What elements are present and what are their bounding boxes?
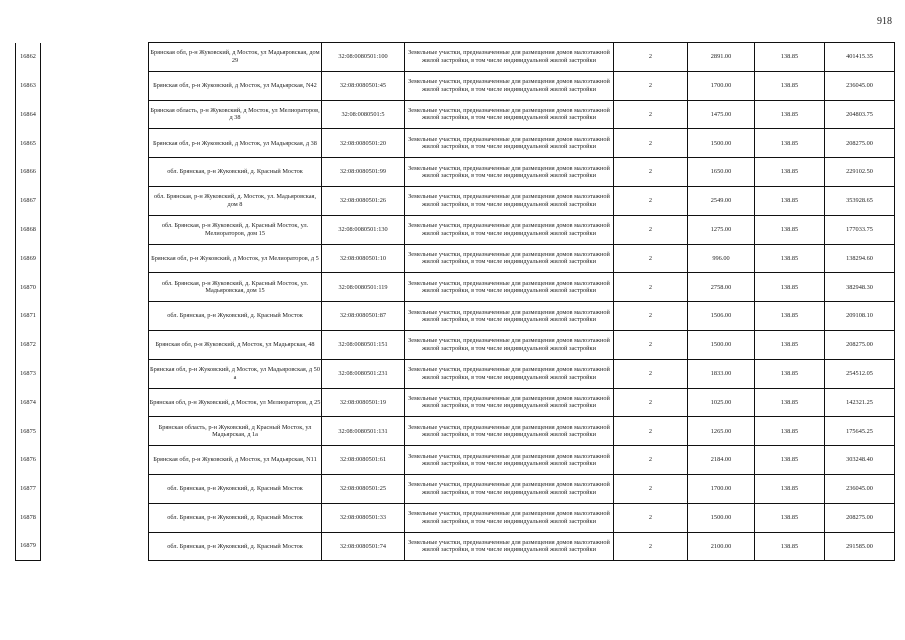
area-cell: 1275.00 <box>688 215 755 244</box>
land-use-cell: Земельные участки, предназначенные для размещения домов малоэтажной жилой застройки, в том числе индивидуальной жилой застройки <box>405 43 614 72</box>
cadastral-number-cell: 32:08:0080501:131 <box>322 417 405 446</box>
table-row <box>16 215 895 244</box>
table-row <box>16 446 895 475</box>
specific-value-cell: 138.85 <box>755 43 825 72</box>
land-use-cell: Земельные участки, предназначенные для размещения домов малоэтажной жилой застройки, в том числе индивидуальной жилой застройки <box>405 532 614 561</box>
table-row <box>16 244 895 273</box>
specific-value-cell: 138.85 <box>755 532 825 561</box>
address-cell: Брянская обл, р-н Жуковский, д Мосток, ул Мадьярская, д 38 <box>149 129 322 158</box>
specific-value-cell: 138.85 <box>755 330 825 359</box>
category-cell: 2 <box>614 359 688 388</box>
area-cell: 2758.00 <box>688 273 755 302</box>
specific-value-cell: 138.85 <box>755 474 825 503</box>
land-plot-registry-table <box>15 42 895 561</box>
blank-gap <box>41 215 149 244</box>
cadastral-number-cell: 32:08:0080501:61 <box>322 446 405 475</box>
land-use-cell: Земельные участки, предназначенные для размещения домов малоэтажной жилой застройки, в том числе индивидуальной жилой застройки <box>405 446 614 475</box>
address-cell: Брянская обл, р-н Жуковский, д Мосток, ул Мелиораторов, д 5 <box>149 244 322 273</box>
address-cell: обл. Брянская, р-н Жуковский, д. Красный Мосток <box>149 158 322 187</box>
record-number: 16862 <box>16 43 41 72</box>
blank-gap <box>41 388 149 417</box>
record-number: 16878 <box>16 503 41 532</box>
land-use-cell: Земельные участки, предназначенные для размещения домов малоэтажной жилой застройки, в том числе индивидуальной жилой застройки <box>405 302 614 331</box>
specific-value-cell: 138.85 <box>755 100 825 129</box>
category-cell: 2 <box>614 417 688 446</box>
area-cell: 1475.00 <box>688 100 755 129</box>
address-cell: Брянская обл, р-н Жуковский, д Мосток, ул Мадьярская, N42 <box>149 71 322 100</box>
address-cell: Брянская обл, р-н Жуковский, д Мосток, ул Мадьяровская, дом 29 <box>149 43 322 72</box>
page-number: 918 <box>877 16 892 27</box>
specific-value-cell: 138.85 <box>755 446 825 475</box>
cadastral-number-cell: 32:08:0080501:33 <box>322 503 405 532</box>
record-number: 16877 <box>16 474 41 503</box>
record-number: 16871 <box>16 302 41 331</box>
land-use-cell: Земельные участки, предназначенные для размещения домов малоэтажной жилой застройки, в том числе индивидуальной жилой застройки <box>405 417 614 446</box>
table-row <box>16 503 895 532</box>
category-cell: 2 <box>614 186 688 215</box>
address-cell: обл. Брянская, р-н Жуковский, д. Мосток, ул. Мадьяровская, дом 8 <box>149 186 322 215</box>
cadastral-value-cell: 401415.35 <box>825 43 895 72</box>
area-cell: 1650.00 <box>688 158 755 187</box>
table-row <box>16 532 895 561</box>
land-use-cell: Земельные участки, предназначенные для размещения домов малоэтажной жилой застройки, в том числе индивидуальной жилой застройки <box>405 388 614 417</box>
cadastral-number-cell: 32:08:0080501:99 <box>322 158 405 187</box>
address-cell: обл. Брянская, р-н Жуковский, д. Красный Мосток, ул. Мадьяровская, дом 15 <box>149 273 322 302</box>
land-use-cell: Земельные участки, предназначенные для размещения домов малоэтажной жилой застройки, в том числе индивидуальной жилой застройки <box>405 129 614 158</box>
land-use-cell: Земельные участки, предназначенные для размещения домов малоэтажной жилой застройки, в том числе индивидуальной жилой застройки <box>405 100 614 129</box>
blank-gap <box>41 100 149 129</box>
area-cell: 1500.00 <box>688 330 755 359</box>
category-cell: 2 <box>614 215 688 244</box>
cadastral-number-cell: 32:08:0080501:119 <box>322 273 405 302</box>
table-row <box>16 158 895 187</box>
cadastral-value-cell: 175645.25 <box>825 417 895 446</box>
blank-gap <box>41 186 149 215</box>
table-row <box>16 186 895 215</box>
land-use-cell: Земельные участки, предназначенные для размещения домов малоэтажной жилой застройки, в том числе индивидуальной жилой застройки <box>405 273 614 302</box>
specific-value-cell: 138.85 <box>755 417 825 446</box>
cadastral-value-cell: 291585.00 <box>825 532 895 561</box>
cadastral-number-cell: 32:08:0080501:5 <box>322 100 405 129</box>
record-number: 16866 <box>16 158 41 187</box>
blank-gap <box>41 532 149 561</box>
category-cell: 2 <box>614 302 688 331</box>
category-cell: 2 <box>614 446 688 475</box>
record-number: 16873 <box>16 359 41 388</box>
address-cell: обл. Брянская, р-н Жуковский, д. Красный Мосток <box>149 532 322 561</box>
cadastral-value-cell: 229102.50 <box>825 158 895 187</box>
blank-gap <box>41 43 149 72</box>
cadastral-number-cell: 32:08:0080501:74 <box>322 532 405 561</box>
area-cell: 1500.00 <box>688 503 755 532</box>
area-cell: 996.00 <box>688 244 755 273</box>
record-number: 16874 <box>16 388 41 417</box>
record-number: 16869 <box>16 244 41 273</box>
area-cell: 2891.00 <box>688 43 755 72</box>
area-cell: 2100.00 <box>688 532 755 561</box>
blank-gap <box>41 302 149 331</box>
category-cell: 2 <box>614 129 688 158</box>
cadastral-value-cell: 236045.00 <box>825 71 895 100</box>
specific-value-cell: 138.85 <box>755 158 825 187</box>
specific-value-cell: 138.85 <box>755 186 825 215</box>
record-number: 16863 <box>16 71 41 100</box>
cadastral-number-cell: 32:08:0080501:25 <box>322 474 405 503</box>
table-row <box>16 359 895 388</box>
table-row <box>16 330 895 359</box>
address-cell: Брянская обл, р-н Жуковский, д Мосток, ул Мелиораторов, д 25 <box>149 388 322 417</box>
area-cell: 2549.00 <box>688 186 755 215</box>
address-cell: Брянская обл, р-н Жуковский, д Мосток, ул Мадьярская, N11 <box>149 446 322 475</box>
cadastral-value-cell: 208275.00 <box>825 129 895 158</box>
address-cell: Брянская обл, р-н Жуковский, д Мосток, ул Мадьяровская, д 50 а <box>149 359 322 388</box>
address-cell: Брянская область, р-н Жуковский, д Мосток, ул Мелиораторов, д 38 <box>149 100 322 129</box>
blank-gap <box>41 330 149 359</box>
specific-value-cell: 138.85 <box>755 244 825 273</box>
category-cell: 2 <box>614 503 688 532</box>
land-use-cell: Земельные участки, предназначенные для размещения домов малоэтажной жилой застройки, в том числе индивидуальной жилой застройки <box>405 71 614 100</box>
specific-value-cell: 138.85 <box>755 273 825 302</box>
record-number: 16868 <box>16 215 41 244</box>
blank-gap <box>41 503 149 532</box>
cadastral-number-cell: 32:08:0080501:26 <box>322 186 405 215</box>
specific-value-cell: 138.85 <box>755 215 825 244</box>
area-cell: 1506.00 <box>688 302 755 331</box>
table-row <box>16 100 895 129</box>
category-cell: 2 <box>614 158 688 187</box>
cadastral-number-cell: 32:08:0080501:87 <box>322 302 405 331</box>
table-row <box>16 43 895 72</box>
category-cell: 2 <box>614 273 688 302</box>
specific-value-cell: 138.85 <box>755 388 825 417</box>
cadastral-number-cell: 32:08:0080501:130 <box>322 215 405 244</box>
land-use-cell: Земельные участки, предназначенные для размещения домов малоэтажной жилой застройки, в том числе индивидуальной жилой застройки <box>405 359 614 388</box>
cadastral-number-cell: 32:08:0080501:19 <box>322 388 405 417</box>
cadastral-value-cell: 236045.00 <box>825 474 895 503</box>
category-cell: 2 <box>614 244 688 273</box>
category-cell: 2 <box>614 100 688 129</box>
record-number: 16865 <box>16 129 41 158</box>
address-cell: Брянская область, р-н Жуковский, д Красный Мосток, ул Мадьярская, д 1а <box>149 417 322 446</box>
cadastral-number-cell: 32:08:0080501:100 <box>322 43 405 72</box>
area-cell: 1700.00 <box>688 474 755 503</box>
blank-gap <box>41 417 149 446</box>
blank-gap <box>41 71 149 100</box>
specific-value-cell: 138.85 <box>755 71 825 100</box>
land-use-cell: Земельные участки, предназначенные для размещения домов малоэтажной жилой застройки, в том числе индивидуальной жилой застройки <box>405 215 614 244</box>
table-row <box>16 474 895 503</box>
specific-value-cell: 138.85 <box>755 359 825 388</box>
table-row <box>16 71 895 100</box>
record-number: 16870 <box>16 273 41 302</box>
record-number: 16876 <box>16 446 41 475</box>
address-cell: обл. Брянская, р-н Жуковский, д. Красный Мосток <box>149 302 322 331</box>
land-use-cell: Земельные участки, предназначенные для размещения домов малоэтажной жилой застройки, в том числе индивидуальной жилой застройки <box>405 158 614 187</box>
area-cell: 1500.00 <box>688 129 755 158</box>
area-cell: 1265.00 <box>688 417 755 446</box>
area-cell: 1700.00 <box>688 71 755 100</box>
address-cell: обл. Брянская, р-н Жуковский, д. Красный Мосток <box>149 503 322 532</box>
blank-gap <box>41 446 149 475</box>
record-number: 16875 <box>16 417 41 446</box>
cadastral-value-cell: 382948.30 <box>825 273 895 302</box>
blank-gap <box>41 474 149 503</box>
blank-gap <box>41 273 149 302</box>
land-use-cell: Земельные участки, предназначенные для размещения домов малоэтажной жилой застройки, в том числе индивидуальной жилой застройки <box>405 474 614 503</box>
cadastral-number-cell: 32:08:0080501:45 <box>322 71 405 100</box>
cadastral-value-cell: 303248.40 <box>825 446 895 475</box>
cadastral-value-cell: 204803.75 <box>825 100 895 129</box>
land-use-cell: Земельные участки, предназначенные для размещения домов малоэтажной жилой застройки, в том числе индивидуальной жилой застройки <box>405 503 614 532</box>
area-cell: 1025.00 <box>688 388 755 417</box>
specific-value-cell: 138.85 <box>755 129 825 158</box>
specific-value-cell: 138.85 <box>755 302 825 331</box>
registry-table-body <box>16 43 895 561</box>
category-cell: 2 <box>614 532 688 561</box>
cadastral-number-cell: 32:08:0080501:10 <box>322 244 405 273</box>
blank-gap <box>41 359 149 388</box>
category-cell: 2 <box>614 330 688 359</box>
land-use-cell: Земельные участки, предназначенные для размещения домов малоэтажной жилой застройки, в том числе индивидуальной жилой застройки <box>405 330 614 359</box>
category-cell: 2 <box>614 474 688 503</box>
land-use-cell: Земельные участки, предназначенные для размещения домов малоэтажной жилой застройки, в том числе индивидуальной жилой застройки <box>405 186 614 215</box>
cadastral-number-cell: 32:08:0080501:231 <box>322 359 405 388</box>
blank-gap <box>41 129 149 158</box>
cadastral-number-cell: 32:08:0080501:20 <box>322 129 405 158</box>
table-row <box>16 129 895 158</box>
cadastral-number-cell: 32:08:0080501:151 <box>322 330 405 359</box>
address-cell: Брянская обл, р-н Жуковский, д Мосток, ул Мадьярская, 48 <box>149 330 322 359</box>
record-number: 16872 <box>16 330 41 359</box>
table-row <box>16 302 895 331</box>
area-cell: 1833.00 <box>688 359 755 388</box>
cadastral-value-cell: 177033.75 <box>825 215 895 244</box>
cadastral-value-cell: 142321.25 <box>825 388 895 417</box>
cadastral-value-cell: 209108.10 <box>825 302 895 331</box>
record-number: 16867 <box>16 186 41 215</box>
cadastral-value-cell: 138294.60 <box>825 244 895 273</box>
blank-gap <box>41 158 149 187</box>
record-number: 16879 <box>16 532 41 561</box>
blank-gap <box>41 244 149 273</box>
category-cell: 2 <box>614 43 688 72</box>
category-cell: 2 <box>614 388 688 417</box>
category-cell: 2 <box>614 71 688 100</box>
land-use-cell: Земельные участки, предназначенные для размещения домов малоэтажной жилой застройки, в том числе индивидуальной жилой застройки <box>405 244 614 273</box>
record-number: 16864 <box>16 100 41 129</box>
address-cell: обл. Брянская, р-н Жуковский, д. Красный Мосток <box>149 474 322 503</box>
cadastral-value-cell: 208275.00 <box>825 330 895 359</box>
area-cell: 2184.00 <box>688 446 755 475</box>
table-row <box>16 388 895 417</box>
table-row <box>16 417 895 446</box>
cadastral-value-cell: 208275.00 <box>825 503 895 532</box>
cadastral-value-cell: 353928.65 <box>825 186 895 215</box>
cadastral-value-cell: 254512.05 <box>825 359 895 388</box>
address-cell: обл. Брянская, р-н Жуковский, д. Красный Мосток, ул. Мелиораторов, дом 15 <box>149 215 322 244</box>
specific-value-cell: 138.85 <box>755 503 825 532</box>
table-row <box>16 273 895 302</box>
